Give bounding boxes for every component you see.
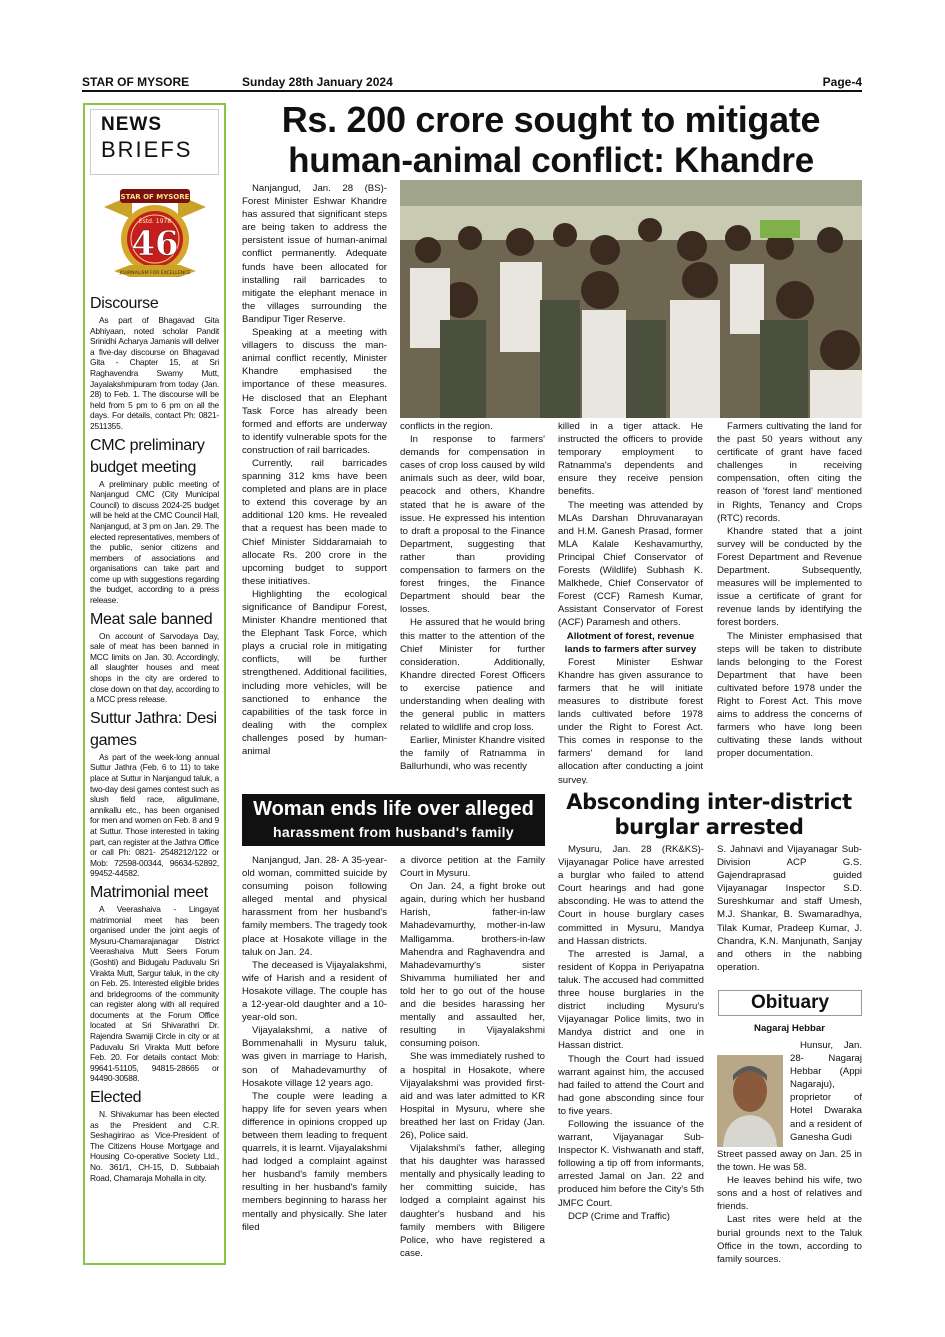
lead-headline-line2: human-animal conflict: Khandre — [288, 141, 814, 180]
emblem-top-text: STAR OF MYSORE — [120, 193, 189, 201]
woman-headline-line2: harassment from husband's family — [273, 824, 514, 840]
paragraph: conflicts in the region. — [400, 421, 493, 432]
brief-body: On account of Sarvodaya Day, sale of meat has been banned in MCC limits on Jan. 30. Accordingly, all slaughter houses and meat shops in the city are ordered to close down on that day, according to a MCC press release. — [90, 630, 219, 705]
lead-column-2 — [400, 420, 545, 784]
obituary-text-below — [717, 1148, 862, 1266]
paragraph: Khandre stated that a joint survey will be conducted by the Forest Department and Revenue Department. Subsequently, measures will be implemented to issue a certificate of grant for revenue lands by identifying the forest borders. — [717, 525, 862, 629]
paragraph: In response to farmers' demands for compensation in cases of crop loss caused by wild animals such as deer, wild boar, peacock and others, Khandre stated that he is aware of the issue. He expressed his intention to draft a proposal to the Finance Department, suggesting that rather than providing compensation to farmers on the forest fringes, the Finance Department should bear the losses. — [400, 434, 545, 616]
obituary-name: Nagaraj Hebbar — [754, 1023, 825, 1034]
brief-title: Matrimonial meet — [90, 883, 208, 901]
burglar-headline: Absconding inter-district burglar arrested — [566, 790, 852, 839]
anniversary-emblem — [100, 185, 210, 289]
brief-title: Meat sale banned — [90, 610, 213, 628]
paragraph: Farmers cultivating the land for the past 50 years without any certificate of grant have faced challenges in receiving compensation, often citing the reason of 'forest land' mentioned in Rights, Tenancy and Crops (RTC) records. — [717, 421, 862, 524]
emblem-graphic — [100, 185, 210, 289]
issue-date: Sunday 28th January 2024 — [242, 75, 393, 89]
lead-column-3 — [558, 420, 703, 784]
paragraph: Vijalakshmi's father, alleging that his daughter was harassed mentally and physically leading to her committing suicide, has lodged a complaint against his daughter's husband and his family members with Biligere Police, who have registered a case. — [400, 1143, 545, 1259]
brief-title: Elected — [90, 1089, 142, 1107]
paragraph: Earlier, Minister Khandre visited the family of Ratnamma in Ballurhundi, who was recently — [400, 735, 545, 773]
paragraph-continuation: Street passed away on Jan. 25 in the town. He was 58. — [717, 1149, 862, 1174]
paragraph: The meeting was attended by MLAs Darshan Dhruvanarayan and H.M. Ganesh Prasad, former MLA Kalale Keshavamurthy, Principal Chief Conservator of Forests (Wildlife) Subhash K. Malkhede, Chief Conservator of Forest (CCF) Ramesh Kumar, Assistant Conservator of Forest (ACF) Paramesh and others. — [558, 499, 703, 629]
obituary-photo — [717, 1055, 783, 1147]
paragraph: She was immediately rushed to a hospital in Hosakote, where Vijayalakshmi was provided first-aid and was later admitted to KR Hospital in Mysuru, where she breathed her last on Friday (Jan. 26), Police said. — [400, 1051, 545, 1141]
news-label: NEWS — [101, 114, 162, 135]
news-briefs-header — [90, 109, 219, 175]
masthead — [82, 74, 862, 92]
brief-meat-sale — [90, 609, 219, 705]
lead-column-4 — [717, 420, 862, 784]
paragraph: killed in a tiger attack. He instructed the officers to provide temporary employment to Ratnamma's dependents and ensure they receive pension benefits. — [558, 421, 703, 498]
woman-headline-box — [242, 794, 545, 846]
paper-name: STAR OF MYSORE — [82, 75, 190, 89]
brief-discourse — [90, 293, 219, 432]
paragraph: S. Jahnavi and Vijayanagar Sub-Division ACP G.S. Gajendraprasad guided Vijayanagar Inspector S.D. Sureshkumar and staff Umesh, M.J. Shankar, B. Swamaradhya, Tilak Kumar, Pradeep Kumar, J. Chandra, K.N. Manjunath, Sanjay and others in the nabbing operation. — [717, 844, 862, 973]
briefs-label: BRIEFS — [101, 137, 193, 162]
woman-headline-line1: Woman ends life over alleged — [253, 798, 534, 820]
obituary-name-block — [717, 1022, 862, 1036]
brief-body: A Veerashaiva - Lingayat matrimonial meet has been organised under the joint aegis of Mysuru-Chamarajanagar District Veerashaiva Mutt Seers Forum (Goshti) and Bidugalu Paduvalu Sri Virakta Mutt, Sargur taluk, in the city on Feb. 25. Interested eligible brides and bridegrooms of the community can register along with all required documents at the Forum Office located at Sri Shivarathri Dr. Rajendra Swamiji Circle in city or at Paduvalu Sri Virakta Mutt before Feb. 20. For details contact Mob: 99641-51105, 94815-28665 or 94490-30588. — [90, 903, 219, 1084]
page-number: Page-4 — [822, 75, 862, 89]
brief-title: Suttur Jathra: Desi games — [90, 709, 217, 749]
emblem-ribbon-text: JOURNALISM FOR EXCELLENCE — [119, 271, 190, 276]
paragraph: Nanjangud, Jan. 28- A 35-year-old woman, committed suicide by consuming poison following alleged mental and physical harassment from her husband's family members. The tragedy took place at Hosakote village in the taluk on Jan. 24. — [242, 855, 387, 958]
paragraph: Though the Court had issued warrant against him, the accused had failed to attend the Court and had gone absconding since four to five years. — [558, 1053, 704, 1117]
paragraph: DCP (Crime and Traffic) — [568, 1210, 671, 1222]
emblem-number: 46 — [130, 224, 179, 264]
news-briefs-sidebar — [83, 103, 226, 1265]
brief-matrimonial — [90, 882, 219, 1084]
paragraph: Forest Minister Eshwar Khandre has given assurance to farmers that he will initiate measures to distribute forest lands cultivated before 1978 under the Right to Forest Act. This comes in response to the farmers' demand for land allocation after conducting a joint survey. — [558, 656, 703, 784]
obituary-heading: Obituary — [718, 990, 862, 1016]
paragraph: He leaves behind his wife, two sons and a host of relatives and friends. — [717, 1175, 862, 1213]
brief-body: As part of the week-long annual Suttur Jathra (Feb. 6 to 11) to take place at Suttur in Nanjangud taluk, a two-day desi games contest such as slush field race, aligulimane, annikallu etc., has been organised for men and women on Feb. 8 and 9 at Suttur. Those interested in taking part, can register at the Jathra Office or call Ph: 0821- 2548212/122 or Mob: 72598-00344, 96634-52892, 99452-44582. — [90, 751, 219, 879]
lead-photo-meeting — [400, 180, 862, 418]
paragraph: The Minister emphasised that steps will be taken to distribute lands belonging to the Forest Department that have been cultivated before 1978 under the Right to Forest Act. This move aims to address the concerns of farmers who have long been cultivating these lands without proper documentation. — [717, 630, 862, 760]
brief-title: CMC preliminary budget meeting — [90, 436, 205, 476]
paragraph: Following the issuance of the warrant, Vijayanagar Sub-Inspector K. Vishwanath and staff, following a tip off from informants, arrested Jamal on Jan. 22 and produced him before the City's 5th JMFC Court. — [558, 1118, 704, 1209]
paragraph: Hunsur, Jan. 28- Nagaraj Hebbar (Appi Nagaraju), proprietor of Hotel Dwaraka and a resident of Ganesha Gudi — [790, 1040, 862, 1143]
woman-column-1 — [242, 854, 387, 1264]
lead-headline-line1: Rs. 200 crore sought to mitigate — [281, 99, 821, 140]
brief-cmc-budget — [90, 435, 219, 606]
paragraph: Highlighting the ecological significance of Bandipur Forest, Minister Khandre mentioned that the Elephant Task Force, which plays a crucial role in mitigating conflicts, will be further strengthened. Additional facilities, including more vehicles, will be sanctioned to enhance the capabilities of the task force in dealing with the complex challenges posed by human-animal — [242, 588, 387, 758]
brief-title: Discourse — [90, 295, 159, 312]
paragraph: On Jan. 24, a fight broke out again, during which her husband Harish, father-in-law Mahadevamurthy, mother-in-law Malligamma. brothers-in-law Mahendra and Raghavendra and Mahadevamurthy's sister Shivamma humiliated her and told her to go out of the house and die besides harassing her mentally and assaulted her, resulting in Vijayalakshmi consuming poison. — [400, 881, 545, 1050]
paragraph: The deceased is Vijayalakshmi, wife of Harish and a resident of Hosakote village. The couple has a 12-year-old daughter and a 10-year-old son. — [242, 959, 387, 1024]
paragraph: Last rites were held at the burial grounds next to the Taluk Office in the town, according to family sources. — [717, 1214, 862, 1265]
portrait-illustration — [717, 1055, 783, 1147]
paragraph: The couple were leading a happy life for seven years when difference in opinions cropped up between them leading to frequent quarrels, it is learnt. Vijayalakshmi had lodged a complaint against her husband's family members resulting in her husband's family members beginning to harass her mentally and physically. She later filed — [242, 1090, 387, 1233]
brief-suttur-jathra — [90, 708, 219, 879]
burglar-column-1 — [558, 843, 704, 1265]
obituary-text-beside-photo — [790, 1039, 862, 1145]
paragraph: Vijayalakshmi, a native of Bommenahalli in Mysuru taluk, was given in marriage to Harish, son of Mahadevamurthy of Hosakote village 12 years ago. — [242, 1025, 387, 1089]
paragraph: a divorce petition at the Family Court in Mysuru. — [400, 855, 545, 880]
paragraph: Currently, rail barricades spanning 312 kms have been completed and plans are in place to extend this coverage by an additional 120 kms. He revealed that a request has been made to Chief Minister Siddaramaiah to allocate Rs. 200 crore in the upcoming budget to support these initiatives. — [242, 457, 387, 587]
paragraph: The arrested is Jamal, a resident of Koppa in Periyapatna taluk. The accused had committed three house burglaries in the district including Mysuru's Vijayanagar Police limits, two in Mandya district and one in Hassan district. — [558, 948, 704, 1052]
brief-body: A preliminary public meeting of Nanjangud CMC (City Municipal Council) to discuss 2024-25 budget will be held at the CMC Council Hall, Nanjangud, at 3 pm on Jan. 29. The elected representatives, members of the public, senior citizens and members of associations and organisations can take part and come up with suggestions regarding the budget, according to a press release. — [90, 478, 219, 606]
paragraph: Speaking at a meeting with villagers to discuss the man-animal conflict recently, Minister Khandre emphasised the importance of these measures. He disclosed that an Elephant Task Force has already been formed and efforts are underway to identify vulnerable spots for the construction of rail barricades. — [242, 327, 387, 456]
crowd-photo-illustration — [400, 180, 862, 418]
paragraph: Nanjangud, Jan. 28 (BS)- Forest Minister Eshwar Khandre has assured that significant steps are being taken to address the persistent issue of human-animal conflict permanently. Adequate funds have been allocated for installing rail barricades to mitigate the elephant menace in the villages surrounding the Bandipur Tiger Reserve. — [242, 183, 387, 325]
burglar-column-2 — [717, 843, 862, 983]
lead-column-1 — [242, 182, 387, 782]
brief-body: As part of Bhagavad Gita Abhiyaan, noted scholar Pandit Srinidhi Acharya Jamanis will deliver a five-day discourse on Bhagavad Gita - Chapter 15, at Sri Raghavendra Swamy Mutt, Jayalakshmipuram from today (Jan. 28) to Feb. 1. The discourse will be held from 5 pm to 6 pm on all the days. For details, contact Ph: 0821-2511355. — [90, 315, 219, 431]
lead-subheading: Allotment of forest, revenue lands to farmers after survey — [564, 630, 697, 655]
paragraph: He assured that he would bring this matter to the attention of the Chief Minister for further consideration. Additionally, Khandre directed Forest Officers to exercise patience and understanding when dealing with the general public in matters related to wildlife and crop loss. — [400, 617, 545, 734]
brief-elected — [90, 1087, 219, 1183]
brief-body: N. Shivakumar has been elected as the President and C.R. Seshagirirao as Vice-President of The Citizens House Mortgage and Housing Co-operative Society Ltd., No. 361/1, CH-15, D. Subbaiah Road, Chamaraja Mohalla in city. — [90, 1109, 219, 1183]
emblem-estd-text: Estd. 1978 — [138, 218, 171, 225]
paragraph: Mysuru, Jan. 28 (RK&KS)- Vijayanagar Police have arrested a burglar who failed to attend Court hearings and had gone absconding. He was to attend the Court in house burglary cases committed in Mysuru, Mandya and Hassan districts. — [558, 844, 704, 947]
woman-column-2 — [400, 854, 545, 1264]
